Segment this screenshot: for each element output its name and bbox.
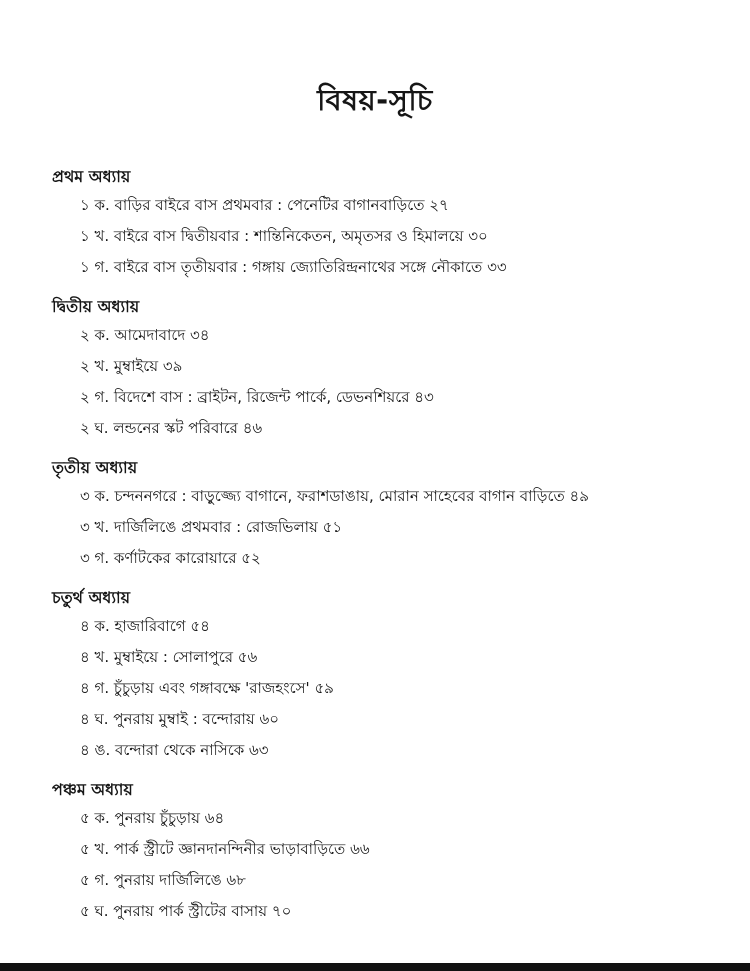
toc-section [52, 294, 732, 444]
toc-entry: ৫ খ. পার্ক স্ট্রীটে জ্ঞানদানন্দিনীর ভাড়াবাড়িতে ৬৬ [80, 840, 370, 858]
toc-section [52, 585, 732, 766]
toc-entry: ৪ গ. চুঁচুড়ায় এবং গঙ্গাবক্ষে 'রাজহংসে' ৫৯ [80, 679, 334, 697]
toc-entry: ৪ ঙ. বন্দোরা থেকে নাসিকে ৬৩ [80, 741, 269, 759]
section-heading: তৃতীয় অধ্যায় [52, 458, 138, 477]
toc-entry: ৪ ক. হাজারিবাগে ৫৪ [80, 617, 210, 635]
toc-section [52, 777, 732, 927]
toc-entry: ৫ ঘ. পুনরায় পার্ক স্ট্রীটের বাসায় ৭০ [80, 902, 292, 920]
toc-entry: ৫ গ. পুনরায় দার্জিলিঙে ৬৮ [80, 871, 246, 889]
toc-entry: ২ ক. আমেদাবাদে ৩৪ [80, 326, 210, 344]
toc-entry: ৩ খ. দার্জিলিঙে প্রথমবার : রোজভিলায় ৫১ [80, 518, 343, 536]
toc-entry: ৪ খ. মুম্বাইয়ে : সোলাপুরে ৫৬ [80, 648, 258, 666]
section-heading: পঞ্চম অধ্যায় [52, 780, 133, 799]
toc-entry: ১ ক. বাড়ির বাইরে বাস প্রথমবার : পেনেটির বাগানবাড়িতে ২৭ [80, 196, 449, 214]
toc-entry: ২ গ. বিদেশে বাস : ব্রাইটন, রিজেন্ট পার্কে, ডেভনশিয়রে ৪৩ [80, 388, 434, 406]
toc-entry: ১ গ. বাইরে বাস তৃতীয়বার : গঙ্গায় জ্যোতিরিন্দ্রনাথের সঙ্গে নৌকাতে ৩৩ [80, 258, 507, 276]
toc-entry: ৩ ক. চন্দননগরে : বাড়ুজ্জ্যে বাগানে, ফরাশডাঙায়, মোরান সাহেবের বাগান বাড়িতে ৪৯ [80, 487, 589, 505]
toc-section [52, 164, 732, 283]
section-heading: প্রথম অধ্যায় [52, 167, 131, 186]
toc-entry: ২ ঘ. লন্ডনের স্কট পরিবারে ৪৬ [80, 419, 263, 437]
bottom-border [0, 963, 750, 971]
table-of-contents [52, 164, 732, 938]
section-heading: চতুর্থ অধ্যায় [52, 588, 131, 607]
toc-entry: ৪ ঘ. পুনরায় মুম্বাই : বন্দোরায় ৬০ [80, 710, 280, 728]
toc-entry: ১ খ. বাইরে বাস দ্বিতীয়বার : শান্তিনিকেতন, অমৃতসর ও হিমালয়ে ৩০ [80, 227, 488, 245]
toc-entry: ৫ ক. পুনরায় চুঁচুড়ায় ৬৪ [80, 809, 225, 827]
toc-entry: ৩ গ. কর্ণাটকের কারোয়ারে ৫২ [80, 549, 261, 567]
toc-entry: ২ খ. মুম্বাইয়ে ৩৯ [80, 357, 183, 375]
section-heading: দ্বিতীয় অধ্যায় [52, 297, 140, 316]
page-title: বিষয়-সূচি [317, 83, 433, 117]
toc-section [52, 455, 732, 574]
